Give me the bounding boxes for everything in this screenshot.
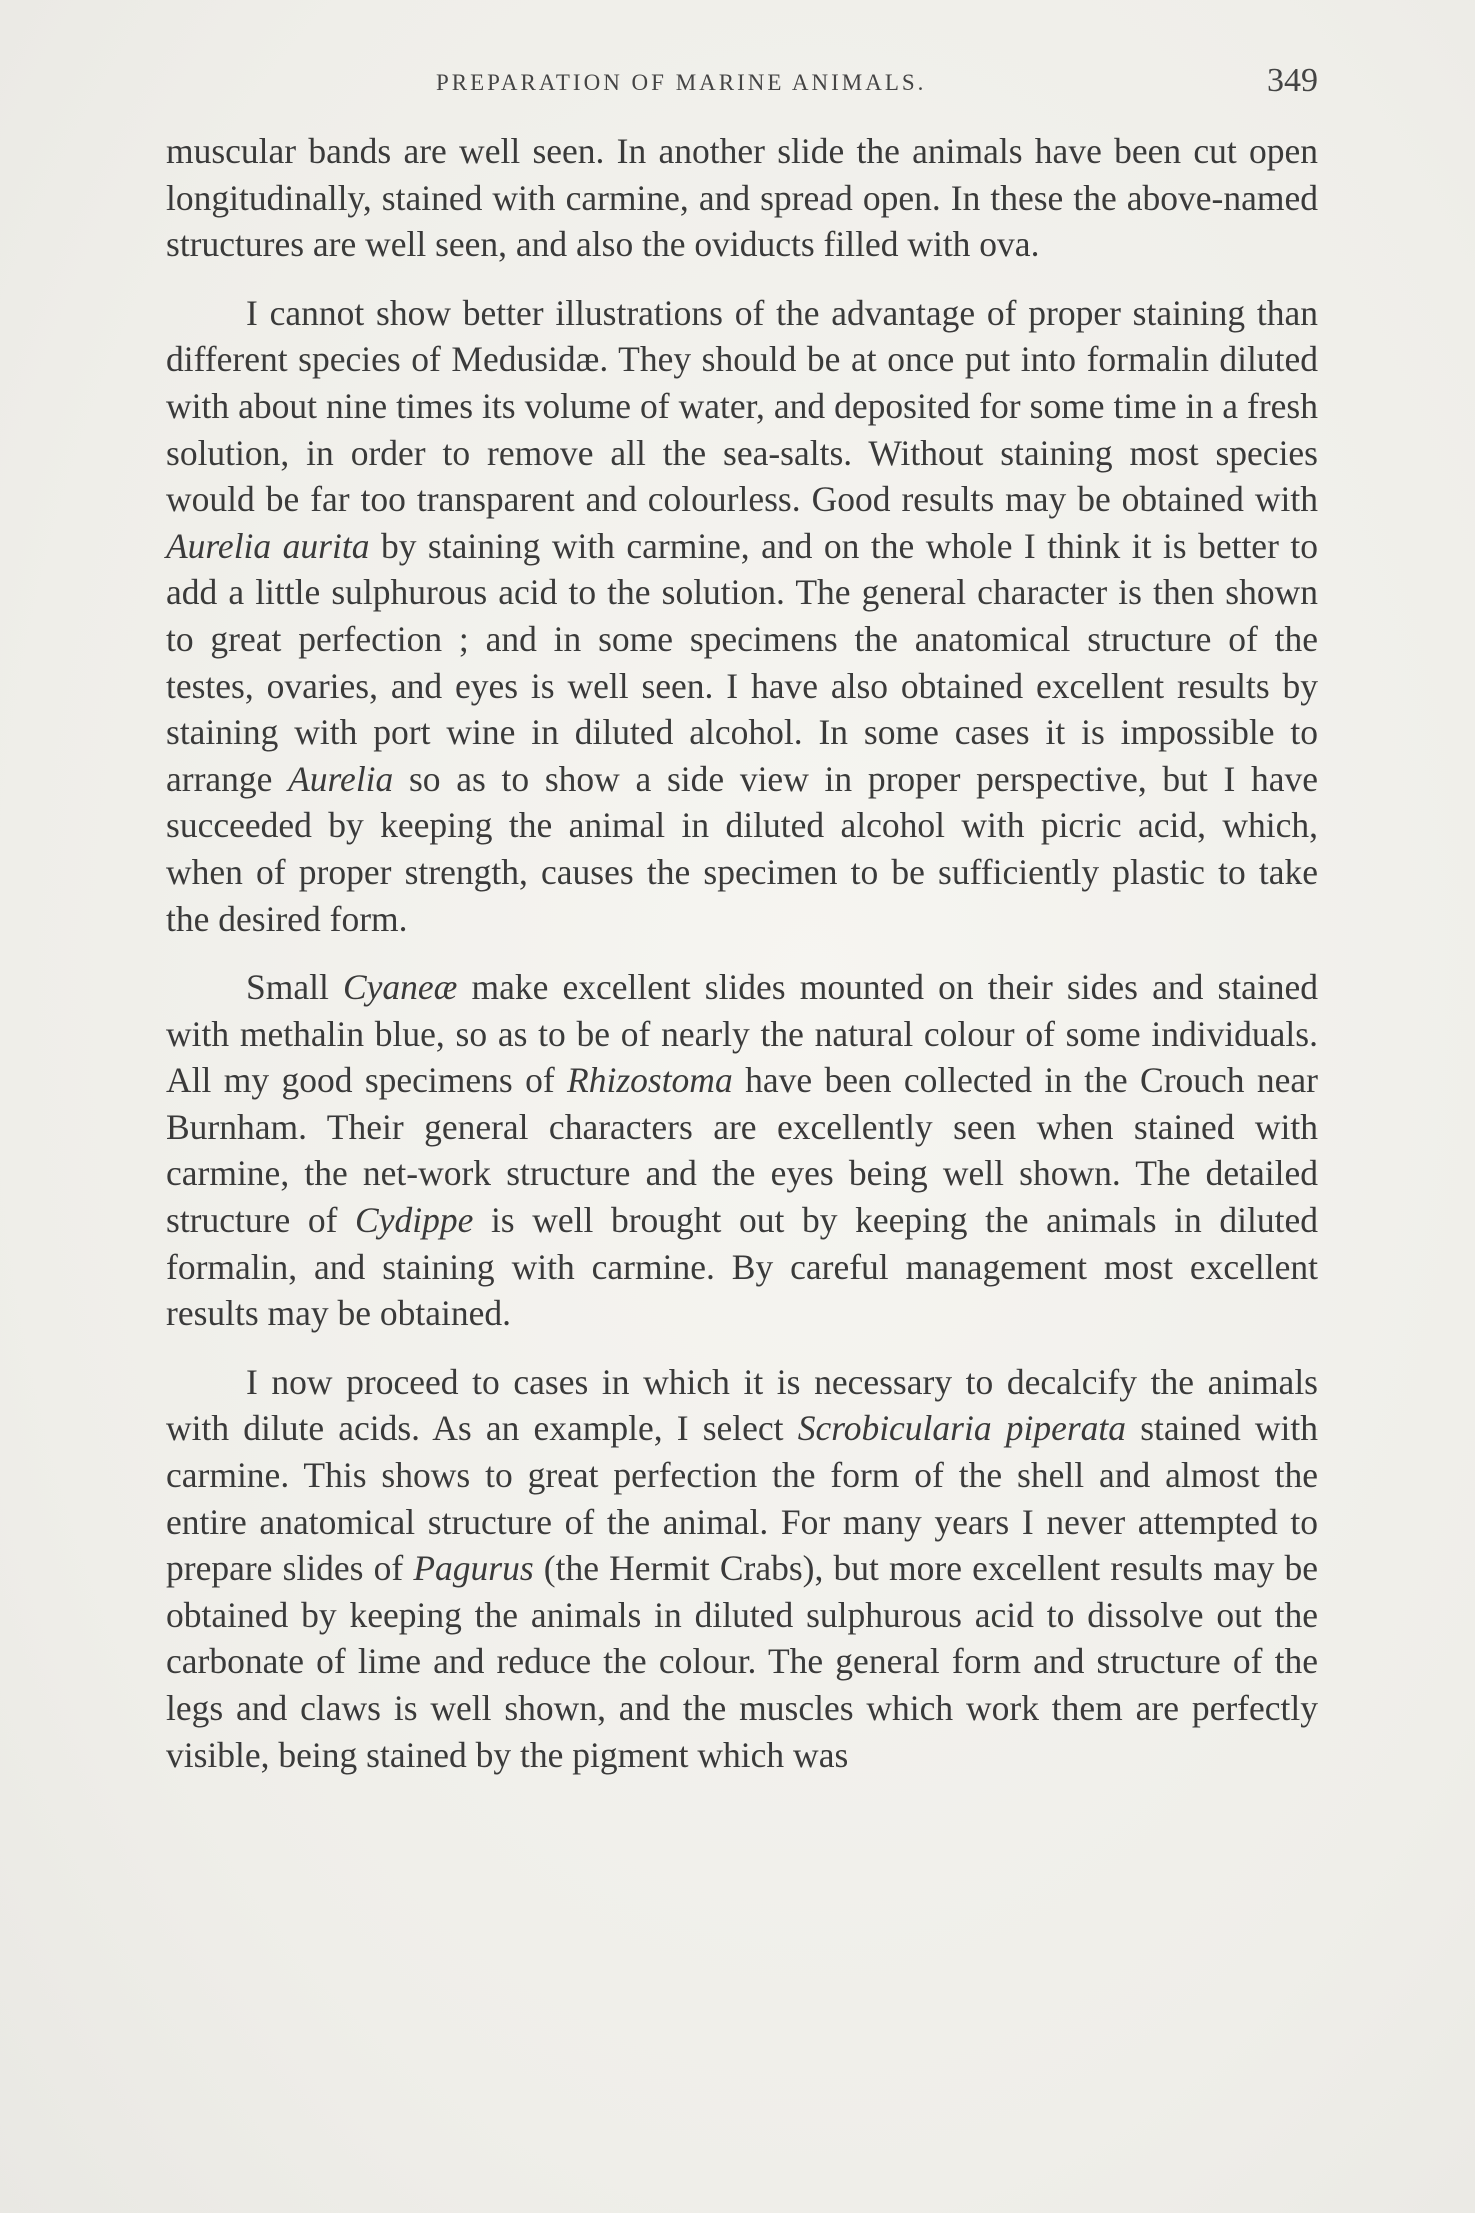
text-segment: so as to show a side view in proper perspective, but I have succeeded by keeping the animal in diluted alcohol with picric acid, which, when of proper strength, causes the specimen to be sufficiently plastic to take the desired form. xyxy=(166,758,1318,939)
text-segment: muscular bands are well seen. In another slide the animals have been cut open longitudinally, stained with carmine, and spread open. In these the above-named structures are well seen, and also the oviducts filled with ova. xyxy=(166,131,1318,265)
species-name: Aurelia aurita xyxy=(166,525,370,566)
text-segment: is well brought out by keeping the animals in diluted formalin, and staining with carmine. By careful management most excellent results may be obtained. xyxy=(166,1200,1318,1334)
text-segment: (the Hermit Crabs), but more excellent results may be obtained by keeping the animals in diluted sulphurous acid to dissolve out the carbonate of lime and reduce the colour. The general form and structure of the legs and claws is well shown, and the muscles which work them are perfectly visible, being stained by the pigment which was xyxy=(166,1548,1318,1775)
paragraph xyxy=(166,128,1318,268)
species-name: Aurelia xyxy=(288,758,394,799)
body-text xyxy=(166,128,1318,1800)
species-name: Rhizostoma xyxy=(567,1060,733,1101)
text-segment: have been collected in the Crouch near Burnham. Their general characters are excellently seen when stained with carmine, the net-work structure and the eyes being well shown. The detailed structure of xyxy=(166,1060,1318,1241)
text-segment: by staining with carmine, and on the whole I think it is better to add a little sulphurous acid to the solution. The general character is then shown to great perfection ; and in some specimens the anatomical structure of the testes, ovaries, and eyes is well seen. I have also obtained excellent results by staining with port wine in diluted alcohol. In some cases it is impossible to arrange xyxy=(166,525,1318,799)
text-segment: make excellent slides mounted on their sides and stained with methalin blue, so as to be of nearly the natural colour of some individuals. All my good specimens of xyxy=(166,967,1319,1101)
species-name: Cyaneæ xyxy=(342,967,458,1008)
text-segment: I cannot show better illustrations of the advantage of proper staining than different species of Medusidæ. They should be at once put into formalin diluted with about nine times its volume of water, and deposited for some time in a fresh solution, in order to remove all the sea-salts. Without staining most species would be far too transparent and colourless. Good results may be obtained with xyxy=(166,292,1318,520)
text-segment: Small xyxy=(246,967,343,1008)
paragraph xyxy=(166,964,1318,1337)
species-name: Cydippe xyxy=(355,1200,474,1241)
page-number: 349 xyxy=(1267,62,1318,99)
text-segment: stained with carmine. This shows to great perfection the form of the shell and almost the entire anatomical structure of the animal. For many years I never attempted to prepare slides of xyxy=(166,1408,1319,1589)
paragraph xyxy=(166,290,1318,942)
running-title: PREPARATION OF MARINE ANIMALS. xyxy=(436,70,927,95)
species-name: Scrobicularia piperata xyxy=(797,1408,1127,1449)
text-segment: I now proceed to cases in which it is necessary to decalcify the animals with dilute acids. As an example, I select xyxy=(166,1361,1318,1449)
paragraph xyxy=(166,1359,1318,1778)
page-header xyxy=(166,62,1318,110)
species-name: Pagurus xyxy=(413,1548,534,1589)
